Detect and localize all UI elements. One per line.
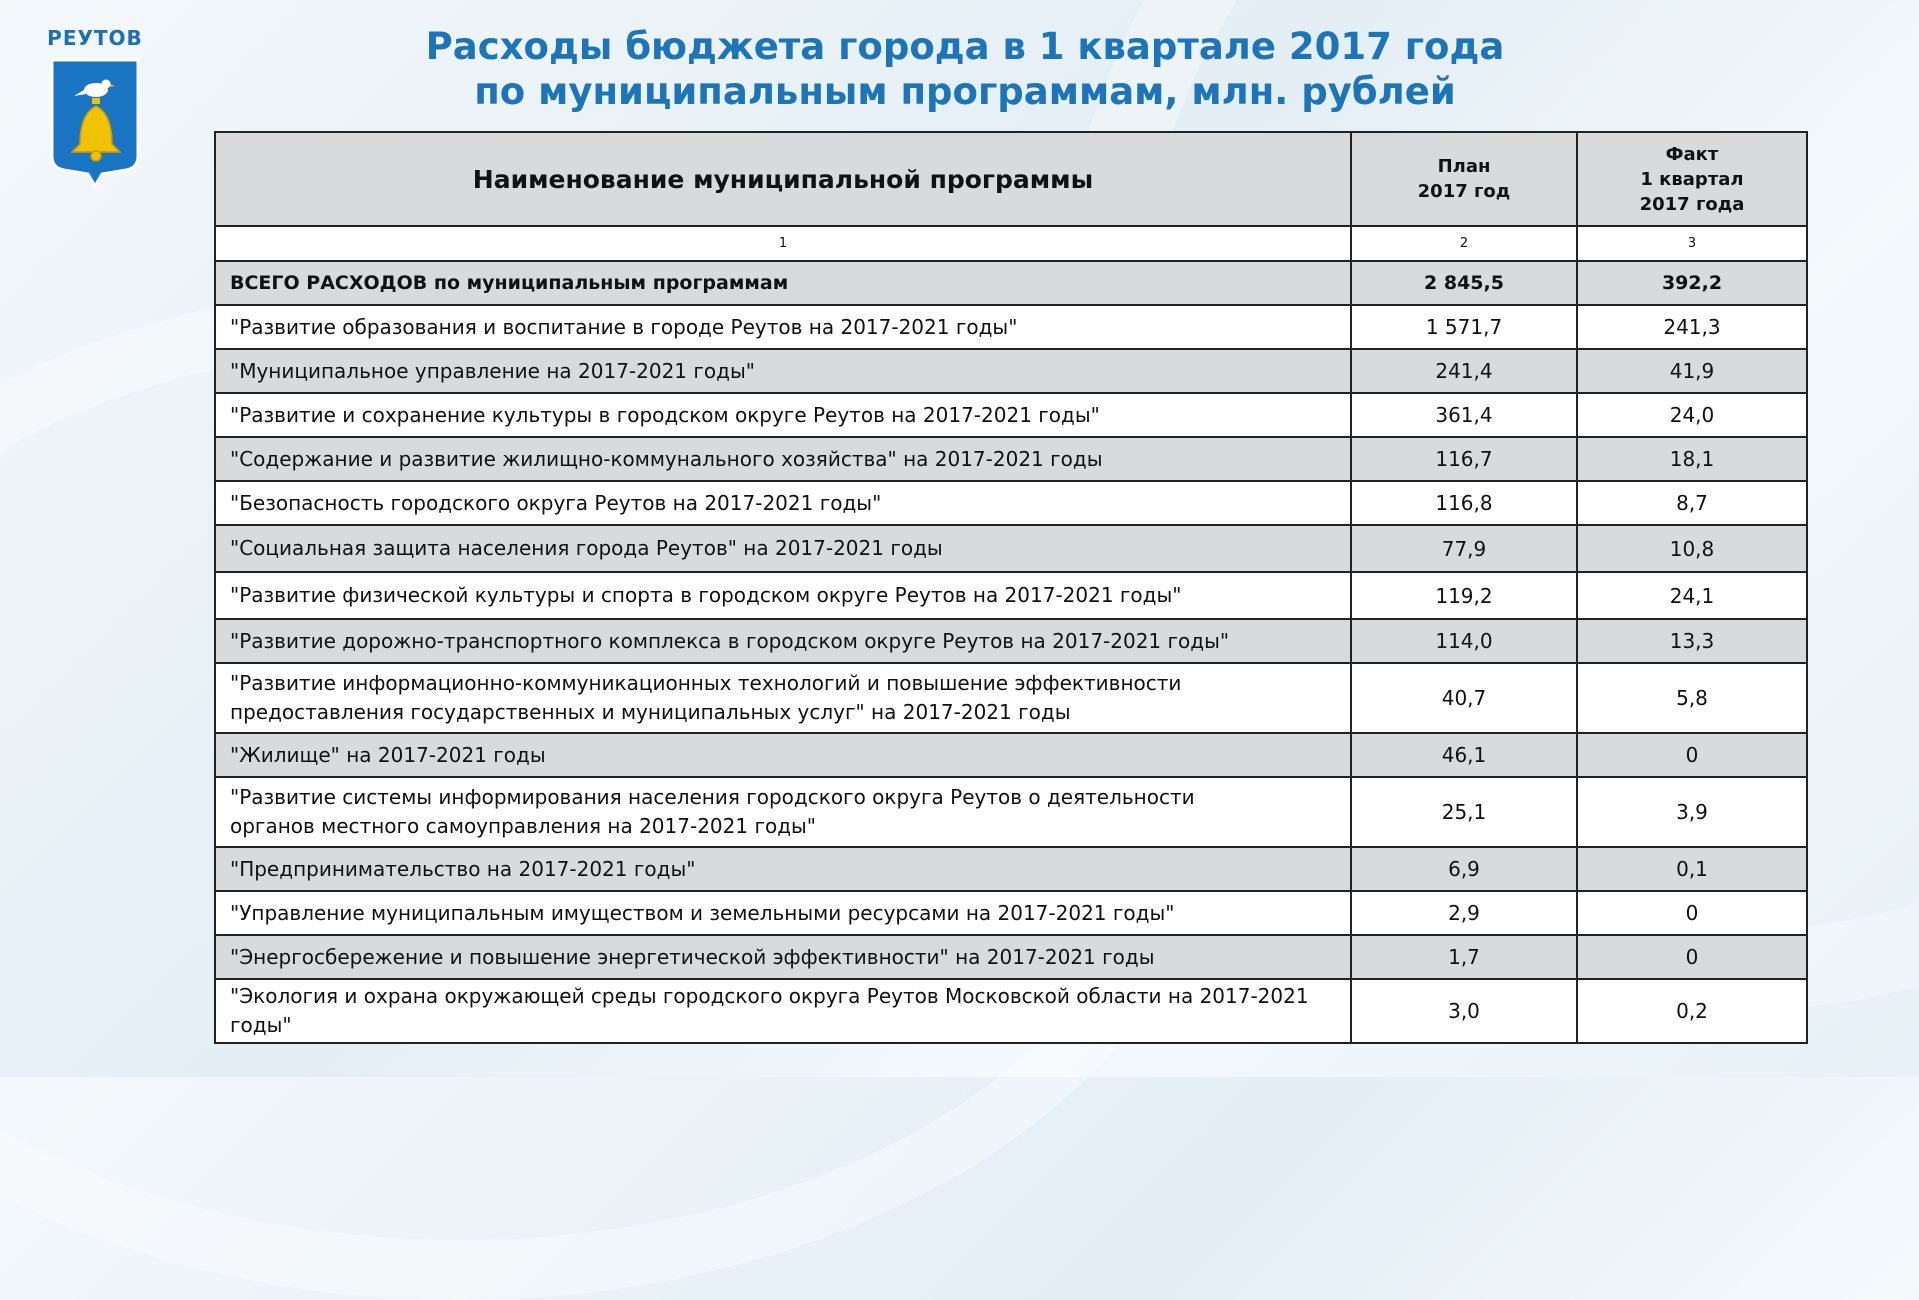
program-name-cell: [215, 733, 1351, 777]
program-name: "Развитие информационно-коммуникационных технологий и повышение эффективности: [230, 671, 1182, 695]
table-row: [215, 572, 1807, 619]
bell-dove-coat-of-arms-icon: [48, 56, 142, 188]
table-row: [215, 393, 1807, 437]
plan-value: 3,0: [1351, 979, 1577, 1043]
plan-value: 116,8: [1351, 481, 1577, 525]
column-number: 3: [1577, 226, 1807, 261]
program-name: "Муниципальное управление на 2017-2021 годы": [230, 358, 755, 383]
header-program-name: Наименование муниципальной программы: [215, 132, 1351, 226]
table-body: [215, 261, 1807, 1043]
program-name-cell: [215, 619, 1351, 663]
program-name-cell: [215, 305, 1351, 349]
fact-value: 5,8: [1577, 663, 1807, 733]
table-total-row: [215, 261, 1807, 305]
program-name: "Развитие образования и воспитание в городе Реутов на 2017-2021 годы": [230, 314, 1018, 339]
header-fact-line: 2017 года: [1639, 193, 1745, 215]
program-name: органов местного самоуправления на 2017-2021 годы": [230, 814, 817, 838]
table-row: [215, 847, 1807, 891]
plan-value: 77,9: [1351, 525, 1577, 572]
logo-caption: РЕУТОВ: [47, 26, 143, 50]
table-row: [215, 979, 1807, 1043]
header-plan: [1351, 132, 1577, 226]
program-name-cell: [215, 847, 1351, 891]
table-row: [215, 733, 1807, 777]
table-row: [215, 777, 1807, 847]
title-line-1: Расходы бюджета города в 1 квартале 2017 года: [425, 25, 1505, 68]
program-name-cell: [215, 481, 1351, 525]
plan-value: 40,7: [1351, 663, 1577, 733]
fact-value: 0,2: [1577, 979, 1807, 1043]
fact-value: 24,1: [1577, 572, 1807, 619]
plan-value: 1,7: [1351, 935, 1577, 979]
fact-value: 0: [1577, 935, 1807, 979]
fact-value: 0: [1577, 891, 1807, 935]
city-logo: [40, 26, 150, 188]
plan-value: 241,4: [1351, 349, 1577, 393]
program-name: "Социальная защита населения города Реутов" на 2017-2021 годы: [230, 536, 943, 560]
header-plan-line: План: [1437, 156, 1491, 177]
program-name: "Жилище" на 2017-2021 годы: [230, 742, 546, 767]
program-name-cell: [215, 891, 1351, 935]
program-name: "Экология и охрана окружающей среды городского округа Реутов Московской области на 2017-2021 годы": [230, 984, 1309, 1037]
title-line-2: по муниципальным программам, млн. рублей: [474, 70, 1456, 113]
fact-value: 3,9: [1577, 777, 1807, 847]
program-name: "Управление муниципальным имуществом и земельными ресурсами на 2017-2021 годы": [230, 900, 1175, 925]
program-name-cell: [215, 777, 1351, 847]
fact-value: 0: [1577, 733, 1807, 777]
fact-value: 13,3: [1577, 619, 1807, 663]
plan-value: 2 845,5: [1351, 261, 1577, 305]
program-name: "Развитие дорожно-транспортного комплекса в городском округе Реутов на 2017-2021 годы": [230, 628, 1230, 653]
program-name-cell: [215, 572, 1351, 619]
plan-value: 6,9: [1351, 847, 1577, 891]
program-name-cell: [215, 663, 1351, 733]
plan-value: 46,1: [1351, 733, 1577, 777]
program-name: "Безопасность городского округа Реутов на 2017-2021 годы": [230, 490, 882, 515]
plan-value: 114,0: [1351, 619, 1577, 663]
column-number: 2: [1351, 226, 1577, 261]
header-plan-line: 2017 год: [1417, 181, 1511, 202]
column-number: 1: [215, 226, 1351, 261]
plan-value: 2,9: [1351, 891, 1577, 935]
table-row: [215, 663, 1807, 733]
program-name: "Предпринимательство на 2017-2021 годы": [230, 856, 696, 881]
program-name-cell: [215, 261, 1351, 305]
page-title: [250, 24, 1680, 114]
table-row: [215, 437, 1807, 481]
program-name: "Развитие физической культуры и спорта в городском округе Реутов на 2017-2021 годы": [230, 583, 1182, 607]
table-row: [215, 305, 1807, 349]
table-row: [215, 891, 1807, 935]
program-name: "Энергосбережение и повышение энергетической эффективности" на 2017-2021 годы: [230, 944, 1155, 969]
fact-value: 8,7: [1577, 481, 1807, 525]
program-name: "Развитие системы информирования населения городского округа Реутов о деятельности: [230, 785, 1195, 809]
program-name-cell: [215, 349, 1351, 393]
plan-value: 361,4: [1351, 393, 1577, 437]
table-row: [215, 619, 1807, 663]
table-row: [215, 349, 1807, 393]
program-name-cell: [215, 935, 1351, 979]
fact-value: 392,2: [1577, 261, 1807, 305]
column-number-row: [215, 226, 1807, 261]
program-name: ВСЕГО РАСХОДОВ по муниципальным программам: [230, 271, 789, 294]
program-name-cell: [215, 437, 1351, 481]
fact-value: 10,8: [1577, 525, 1807, 572]
program-name-cell: [215, 979, 1351, 1043]
table-row: [215, 525, 1807, 572]
fact-value: 18,1: [1577, 437, 1807, 481]
table-row: [215, 481, 1807, 525]
header-fact-line: Факт: [1665, 143, 1719, 165]
program-name-cell: [215, 393, 1351, 437]
plan-value: 116,7: [1351, 437, 1577, 481]
fact-value: 241,3: [1577, 305, 1807, 349]
table-row: [215, 935, 1807, 979]
program-name-cell: [215, 525, 1351, 572]
header-fact-line: 1 квартал: [1640, 168, 1744, 190]
budget-table: [214, 131, 1808, 1044]
program-name: "Содержание и развитие жилищно-коммунального хозяйства" на 2017-2021 годы: [230, 446, 1103, 471]
fact-value: 41,9: [1577, 349, 1807, 393]
program-name: "Развитие и сохранение культуры в городском округе Реутов на 2017-2021 годы": [230, 402, 1100, 427]
plan-value: 119,2: [1351, 572, 1577, 619]
fact-value: 0,1: [1577, 847, 1807, 891]
plan-value: 25,1: [1351, 777, 1577, 847]
fact-value: 24,0: [1577, 393, 1807, 437]
header-fact: [1577, 132, 1807, 226]
program-name: предоставления государственных и муниципальных услуг" на 2017-2021 годы: [230, 700, 1071, 724]
plan-value: 1 571,7: [1351, 305, 1577, 349]
table-header-row: [215, 132, 1807, 226]
